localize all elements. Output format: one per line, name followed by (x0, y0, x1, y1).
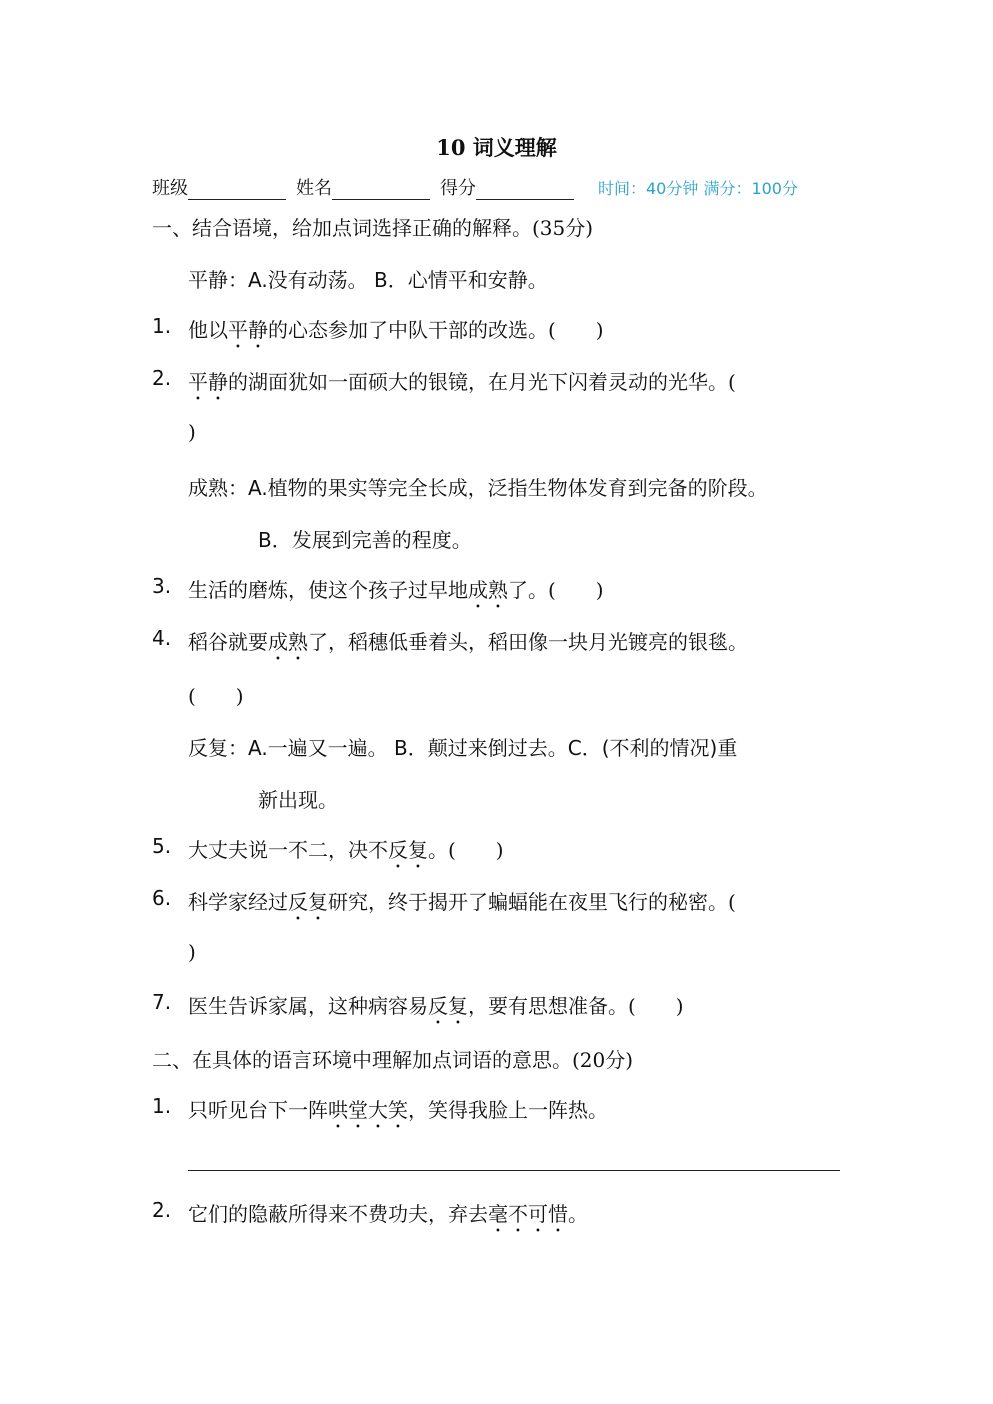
section2-heading: 二、在具体的语言环境中理解加点词语的意思。(20分) (152, 1048, 634, 1072)
class-blank[interactable] (188, 177, 286, 200)
dotted-word: 成熟 (468, 578, 508, 602)
dotted-word: 反复 (288, 890, 328, 914)
class-field (152, 174, 286, 200)
definition-fanfu-b: 新出现。 (258, 788, 338, 812)
dotted-word: 哄堂大笑 (328, 1098, 408, 1122)
question-number: 1. (152, 1094, 172, 1118)
dotted-word: 反复 (388, 838, 428, 862)
question-4-cont: ( ) (188, 684, 244, 708)
score-field (440, 174, 574, 200)
question-text: 医生告诉家属，这种病容易 (188, 994, 428, 1018)
score-label: 得分 (440, 178, 476, 199)
question-text: 。 (568, 1202, 588, 1226)
page-title: 10 词义理解 (436, 135, 557, 160)
name-blank[interactable] (332, 177, 430, 200)
section1-heading: 一、结合语境，给加点词选择正确的解释。(35分) (152, 216, 594, 240)
question-text: 它们的隐蔽所得来不费功夫，弃去 (188, 1202, 488, 1226)
definition-pingjing: 平静：A.没有动荡。 B．心情平和安静。 (188, 268, 548, 292)
question-text: 生活的磨炼，使这个孩子过早地 (188, 578, 468, 602)
question-text: 大丈夫说一不二，决不 (188, 838, 388, 862)
dotted-word: 平静 (228, 318, 268, 342)
definition-chengshu-a: 成熟：A.植物的果实等完全长成，泛指生物体发育到完备的阶段。 (188, 476, 768, 500)
dotted-word: 成熟 (268, 630, 308, 654)
question-text: 的心态参加了中队干部的改选。( ) (268, 318, 604, 342)
question-number: 1. (152, 314, 172, 338)
question-text: ，要有思想准备。( ) (468, 994, 684, 1018)
question-number: 5. (152, 834, 172, 858)
question-number: 7. (152, 990, 172, 1014)
time-info: 时间：40分钟 满分：100分 (598, 179, 798, 198)
score-blank[interactable] (476, 177, 574, 200)
question-text: 研究，终于揭开了蝙蝠能在夜里飞行的秘密。( (328, 890, 736, 914)
question-number: 3. (152, 574, 172, 598)
question-number: 2. (152, 366, 172, 390)
question-text: 了。( ) (508, 578, 604, 602)
class-label: 班级 (152, 178, 188, 199)
name-label: 姓名 (296, 178, 332, 199)
question-2-cont: ) (188, 420, 196, 444)
definition-chengshu-b: B．发展到完善的程度。 (258, 528, 472, 552)
question-text: 了，稻穗低垂着头，稻田像一块月光镀亮的银毯。 (308, 630, 748, 654)
question-text: 科学家经过 (188, 890, 288, 914)
question-text: 他以 (188, 318, 228, 342)
dotted-word: 平静 (188, 370, 228, 394)
dotted-word: 毫不可惜 (488, 1202, 568, 1226)
question-6-cont: ) (188, 940, 196, 964)
question-number: 2. (152, 1198, 172, 1222)
question-text: 只听见台下一阵 (188, 1098, 328, 1122)
question-text: 。( ) (428, 838, 504, 862)
question-number: 4. (152, 626, 172, 650)
name-field (296, 174, 430, 200)
definition-fanfu-a: 反复：A.一遍又一遍。 B．颠过来倒过去。C．(不利的情况)重 (188, 736, 738, 760)
answer-line[interactable] (188, 1170, 840, 1171)
question-text: ，笑得我脸上一阵热。 (408, 1098, 608, 1122)
question-text: 稻谷就要 (188, 630, 268, 654)
dotted-word: 反复 (428, 994, 468, 1018)
question-number: 6. (152, 886, 172, 910)
question-text: 的湖面犹如一面硕大的银镜，在月光下闪着灵动的光华。( (228, 370, 736, 394)
